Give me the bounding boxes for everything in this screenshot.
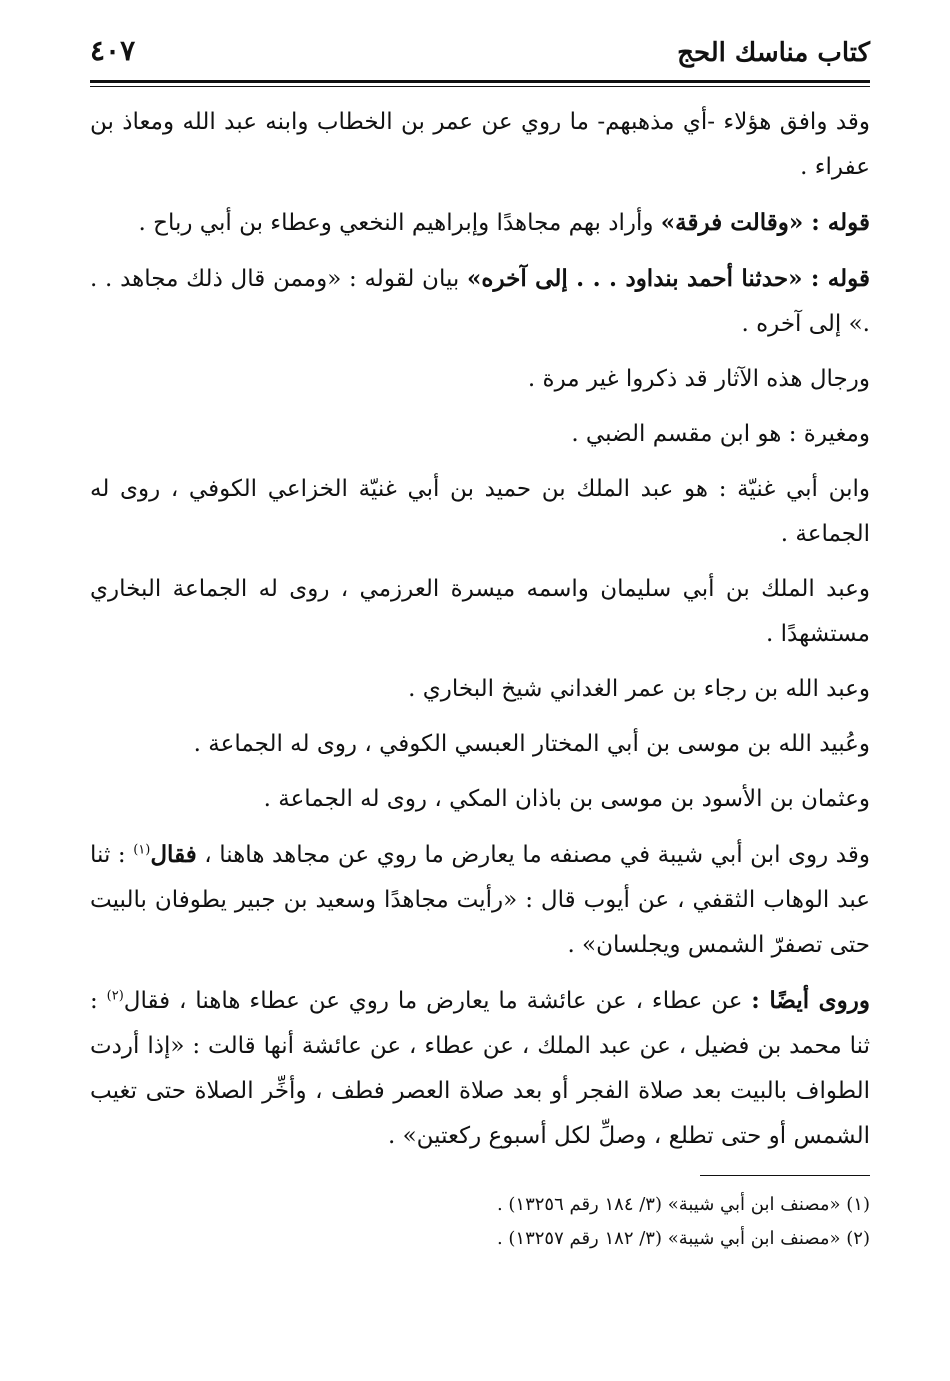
header-rule-thin [90,86,870,87]
footnote-1: (١) «مصنف ابن أبي شيبة» (٣/ ١٨٤ رقم ١٣٢٥٦) . [496,1194,870,1215]
paragraph-post: : ثنا محمد بن فضيل ، عن عبد الملك ، عن عطاء ، عن عائشة أنها قالت : «إذا أردت الطواف بالبيت بعد صلاة الفجر أو بعد صلاة العصر فطف ، وأخِّر الصلاة حتى تغيب الشمس أو حتى تطلع ، وصلِّ لكل أسبوع ركعتين» . [90,988,870,1149]
footnote-ref-2[interactable]: (٢) [106,988,124,1004]
footnote-ref-1[interactable]: (١) [133,842,151,858]
paragraph-text: وعبد الله بن رجاء بن عمر الغداني شيخ البخاري . [408,676,870,702]
paragraph-text: بيان لقوله : «وممن قال ذلك مجاهد . . .» إلى آخره . [90,266,870,337]
paragraph-lead: فقال [150,841,197,868]
header-rule-thick [90,80,870,83]
paragraph-text: وأراد بهم مجاهدًا وإبراهيم النخعي وعطاء بن أبي رباح . [138,210,661,236]
paragraph-4 [90,357,870,402]
paragraph-lead: قوله : «وقالت فرقة» [660,209,870,236]
paragraph-5 [90,412,870,457]
paragraph-lead: قوله : «حدثنا أحمد بنداود . . . إلى آخره» [467,265,870,292]
paragraph-8 [90,667,870,712]
paragraph-12 [90,978,870,1159]
paragraph-9 [90,722,870,767]
footnotes [90,1188,870,1256]
paragraph-text: وابن أبي غنيّة : هو عبد الملك بن حميد بن أبي غنيّة الخزاعي الكوفي ، روى له الجماعة . [90,476,870,547]
book-page [90,34,870,1341]
paragraph-text: عن عطاء ، عن عائشة ما يعارض ما روي عن عطاء هاهنا ، فقال [123,988,752,1014]
running-title: كتاب مناسك الحج [677,38,870,68]
paragraph-7 [90,567,870,657]
paragraph-text: وقد وافق هؤلاء -أي مذهبهم- ما روي عن عمر بن الخطاب وابنه عبد الله ومعاذ بن عفراء . [90,109,870,180]
page-number: ٤٠٧ [90,34,136,67]
paragraph-2 [90,200,870,246]
footnote-separator [700,1175,870,1176]
paragraph-6 [90,467,870,557]
paragraph-text: : ثنا عبد الوهاب الثقفي ، عن أيوب قال : «رأيت مجاهدًا وسعيد بن جبير يطوفان بالبيت حتى تصفرّ الشمس ويجلسان» . [90,842,870,958]
paragraph-text: وعبد الملك بن أبي سليمان واسمه ميسرة العرزمي ، روى له الجماعة البخاري مستشهدًا . [90,576,870,647]
paragraph-text: وعثمان بن الأسود بن موسى بن باذان المكي ، روى له الجماعة . [263,786,870,812]
paragraph-text: وعُبيد الله بن موسى بن أبي المختار العبسي الكوفي ، روى له الجماعة . [193,731,870,757]
page-body [90,100,870,1169]
paragraph-text: ومغيرة : هو ابن مقسم الضبي . [571,421,870,447]
footnote-2: (٢) «مصنف ابن أبي شيبة» (٣/ ١٨٢ رقم ١٣٢٥٧) . [496,1228,870,1249]
page-header [90,34,870,80]
paragraph-10 [90,777,870,822]
paragraph-text: ورجال هذه الآثار قد ذكروا غير مرة . [527,366,870,392]
paragraph-1 [90,100,870,190]
paragraph-lead: وروى أيضًا : [751,987,871,1014]
paragraph-3 [90,256,870,347]
paragraph-11 [90,832,870,968]
paragraph-pre: وقد روى ابن أبي شيبة في مصنفه ما يعارض ما روي عن مجاهد هاهنا ، [196,842,870,868]
